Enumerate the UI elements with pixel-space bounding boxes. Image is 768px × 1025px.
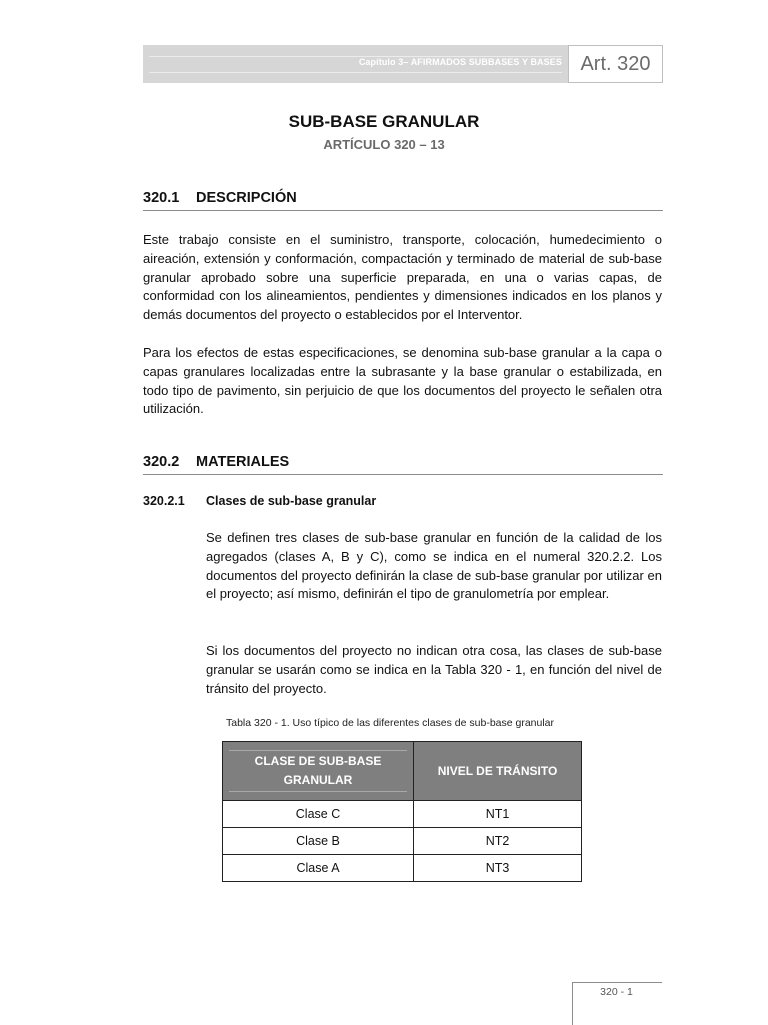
table-row (223, 801, 582, 828)
section-heading-description (143, 190, 663, 211)
section-heading-materials (143, 454, 663, 475)
section-title: DESCRIPCIÓN (196, 190, 297, 206)
table-cell: Clase A (223, 855, 414, 882)
table-caption: Tabla 320 - 1. Uso típico de las diferentes clases de sub-base granular (226, 717, 555, 729)
subsection-number: 320.2.1 (143, 494, 185, 508)
subbase-class-table (222, 741, 582, 882)
header-chapter: Capítulo 3– AFIRMADOS SUBBASES Y BASES (358, 57, 562, 67)
table-row (223, 828, 582, 855)
subsection-title: Clases de sub-base granular (206, 494, 377, 508)
table-header-row (223, 742, 582, 801)
paragraph: Si los documentos del proyecto no indican otra cosa, las clases de sub-base granular se usarán como se indica en la Tabla 320 - 1, en función del nivel de tránsito del proyecto. (206, 643, 662, 696)
table-row (223, 855, 582, 882)
paragraph: Este trabajo consiste en el suministro, transporte, colocación, humedecimiento o aireación, extensión y conformación, compactación y terminado de material de sub-base granular aprobado sobre una superficie preparada, en una o varias capas, de conformidad con los alineamientos, pendientes y dimensiones indicados en los planos y demás documentos del proyecto o establecidos por el Interventor. (143, 232, 662, 323)
table-header-cell: NIVEL DE TRÁNSITO (414, 742, 582, 801)
table-cell: Clase C (223, 801, 414, 828)
paragraph: Se definen tres clases de sub-base granular en función de la calidad de los agregados (clases A, B y C), como se indica en el numeral 320.2.2. Los documentos del proyecto definirán la clase de sub-base granular por utilizar en el proyecto; así mismo, definirán el tipo de granulometría por emplear. (206, 530, 662, 602)
table-header-cell: CLASE DE SUB-BASE GRANULAR (223, 742, 414, 801)
table-cell: NT3 (414, 855, 582, 882)
subsection-heading (143, 494, 376, 508)
page-number: 320 - 1 (600, 986, 633, 998)
section-title: MATERIALES (196, 454, 290, 470)
page-title: SUB-BASE GRANULAR (288, 112, 480, 131)
table-cell: NT1 (414, 801, 582, 828)
table-cell: Clase B (223, 828, 414, 855)
paragraph: Para los efectos de estas especificaciones, se denomina sub-base granular a la capa o capas granulares localizadas entre la subrasante y la base granular o estabilizada, en todo tipo de pavimento, sin perjuicio de que los documentos del proyecto le señalen otra utilización. (143, 345, 662, 417)
section-number: 320.2 (143, 454, 180, 470)
page-subtitle: ARTÍCULO 320 – 13 (323, 137, 445, 152)
article-tag: Art. 320 (568, 45, 663, 83)
running-header (143, 45, 568, 83)
table-cell: NT2 (414, 828, 582, 855)
section-number: 320.1 (143, 190, 180, 206)
